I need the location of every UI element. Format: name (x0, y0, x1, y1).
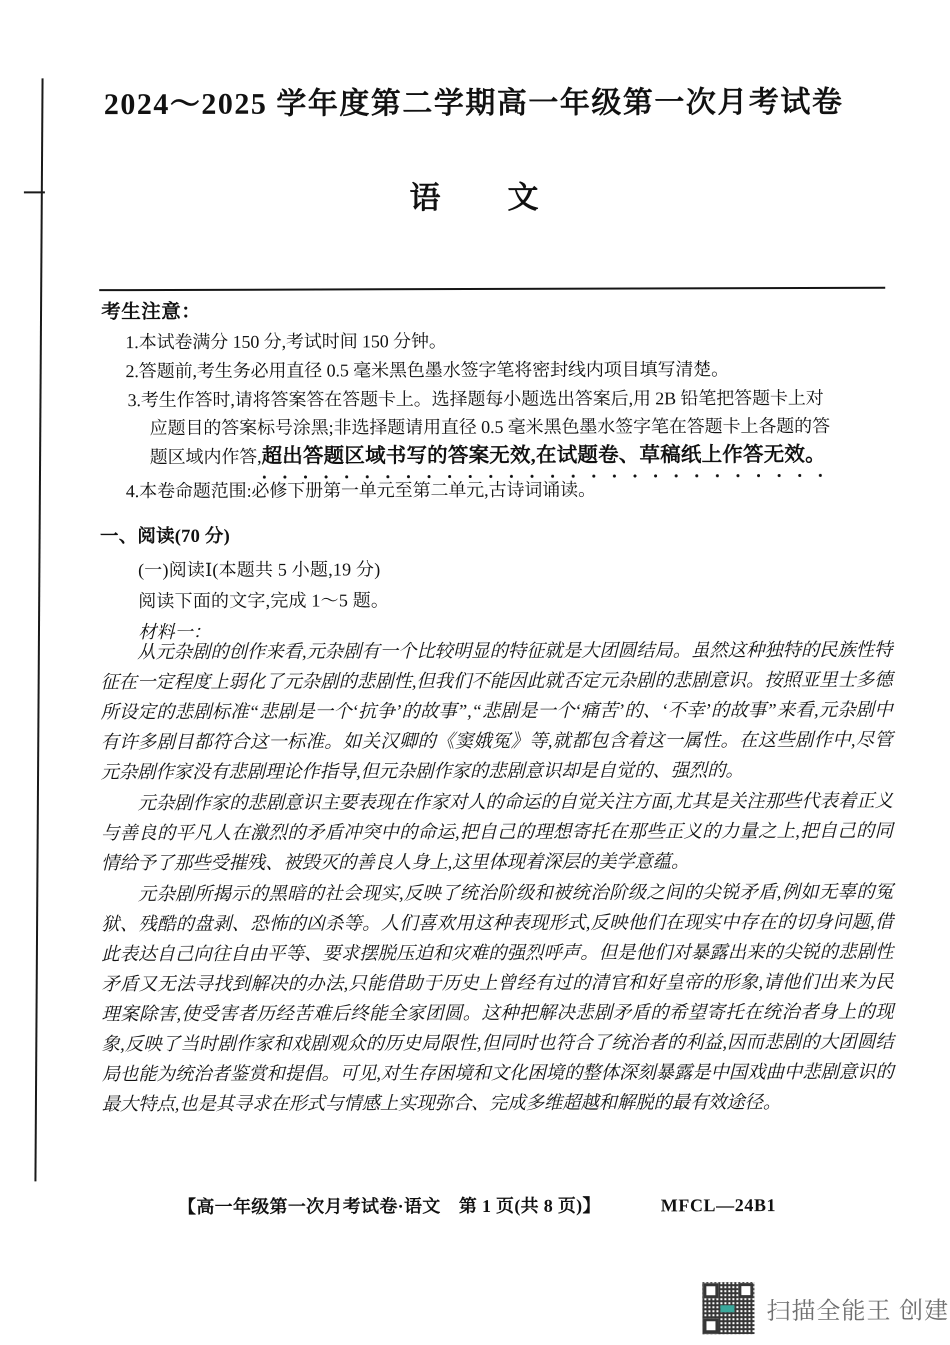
qr-accent-mark (720, 1305, 734, 1312)
page-footer (2, 1191, 950, 1220)
article-body (100, 635, 894, 1120)
section-heading-part-one: 一、阅读(70 分) (99, 526, 230, 548)
body-paragraph: 元杂剧所揭示的黑暗的社会现实,反映了统治阶级和被统治阶级之间的尖锐矛盾,例如无辜的冤狱、残酷的盘剥、恐怖的凶杀等。人们喜欢用这种表现形式,反映他们在现实中存在的切身问题,借此表达自己向往自由平等、要求摆脱压迫和灾难的强烈呼声。但是他们对暴露出来的尖锐的悲剧性矛盾又无法寻找到解决的办法,只能借助于历史上曾经有过的清官和好皇帝的形象,请他们出来为民理案除害,使受害者历经苦难后终能全家团圆。这种把解决悲剧矛盾的希望寄托在统治者身上的现象,反映了当时剧作家和戏剧观众的历史局限性,但同时也符合了统治者的利益,因而悲剧的大团圆结局也能为统治者鉴赏和提倡。可见,对生存困境和文化困境的整体深刻暴露是中国戏曲中悲剧意识的最大特点,也是其寻求在形式与情感上实现弥合、完成多维超越和解脱的最有效途径。 (101, 881, 894, 1115)
watermark-label: 扫描全能王 创建 (766, 1297, 950, 1325)
candidate-notice-block (101, 296, 892, 506)
binding-line-mark (34, 78, 43, 1181)
notice-item-2: 2.答题前,考生务必用直径 0.5 毫米黑色墨水签字笔将密封线内项目填写清楚。 (125, 359, 730, 382)
reading-instruction: 阅读下面的文字,完成 1～5 题。 (138, 590, 390, 612)
notice-item-3 (102, 383, 892, 472)
notice-item-3-line-3 (128, 441, 892, 472)
notice-heading: 考生注意： (101, 301, 202, 324)
notice-item-1: 1.本试卷满分 150 分,考试时间 150 分钟。 (125, 331, 447, 353)
body-paragraph: 元杂剧作家的悲剧意识主要表现在作家对人的命运的自觉关注方面,尤其是关注那些代表着正义与善良的平凡人在激烈的矛盾冲突中的命运,把自己的理想寄托在那些正义的力量之上,把自己的同情给予了那些受摧残、被毁灭的善良人身上,这里体现着深层的美学意蕴。 (100, 790, 893, 874)
qr-corner-icon (703, 1318, 718, 1333)
notice-item-3-line-1: 3.考生作答时,请将答案答在答题卡上。选择题每小题选出答案后,用 2B 铅笔把答题卡上对 (127, 387, 824, 410)
notice-emphasis (262, 444, 826, 468)
page-title: 2024～2025 学年度第二学期高一年级第一次月考试卷 (103, 85, 844, 122)
camscanner-watermark (702, 1282, 949, 1335)
notice-emphasis-text: 超出答题区域书写的答案无效,在试题卷、草稿纸上作答无效。 (262, 441, 826, 471)
subject-title: 语 文 (409, 179, 557, 216)
notice-item-4: 4.本卷命题范围:必修下册第一单元至第二单元,古诗词诵读。 (125, 479, 596, 501)
footer-paper-code: MFCL—24B1 (660, 1195, 777, 1216)
qr-code-icon (702, 1282, 754, 1334)
header-divider (99, 287, 885, 291)
footer-label: 【高一年级第一次月考试卷·语文 第 1 页(共 8 页)】 (178, 1195, 601, 1217)
body-paragraph: 从元杂剧的创作来看,元杂剧有一个比较明显的特征就是大团圆结局。虽然这种独特的民族性特征在一定程度上弱化了元杂剧的悲剧性,但我们不能因此就否定元杂剧的悲剧意识。按照亚里士多德所设定的悲剧标准“悲剧是一个‘抗争’的故事”,“悲剧是一个‘痛苦’的、‘不幸’的故事”来看,元杂剧中有许多剧目都符合这一标准。如关汉卿的《窦娥冤》等,就都包含着这一属性。在这些剧作中,尽管元杂剧作家没有悲剧理论作指导,但元杂剧作家的悲剧意识却是自觉的、强烈的。 (100, 639, 893, 783)
section-heading-group-one: (一)阅读Ⅰ(本题共 5 小题,19 分) (138, 559, 381, 581)
notice-item-3-line-2: 应题目的答案标号涂黑;非选择题请用直径 0.5 毫米黑色墨水签字笔在答题卡上各题的答 (149, 416, 830, 439)
material-label: 材料一： (138, 621, 212, 643)
notice-item-3-line-3-prefix: 题区域内作答, (149, 446, 262, 468)
